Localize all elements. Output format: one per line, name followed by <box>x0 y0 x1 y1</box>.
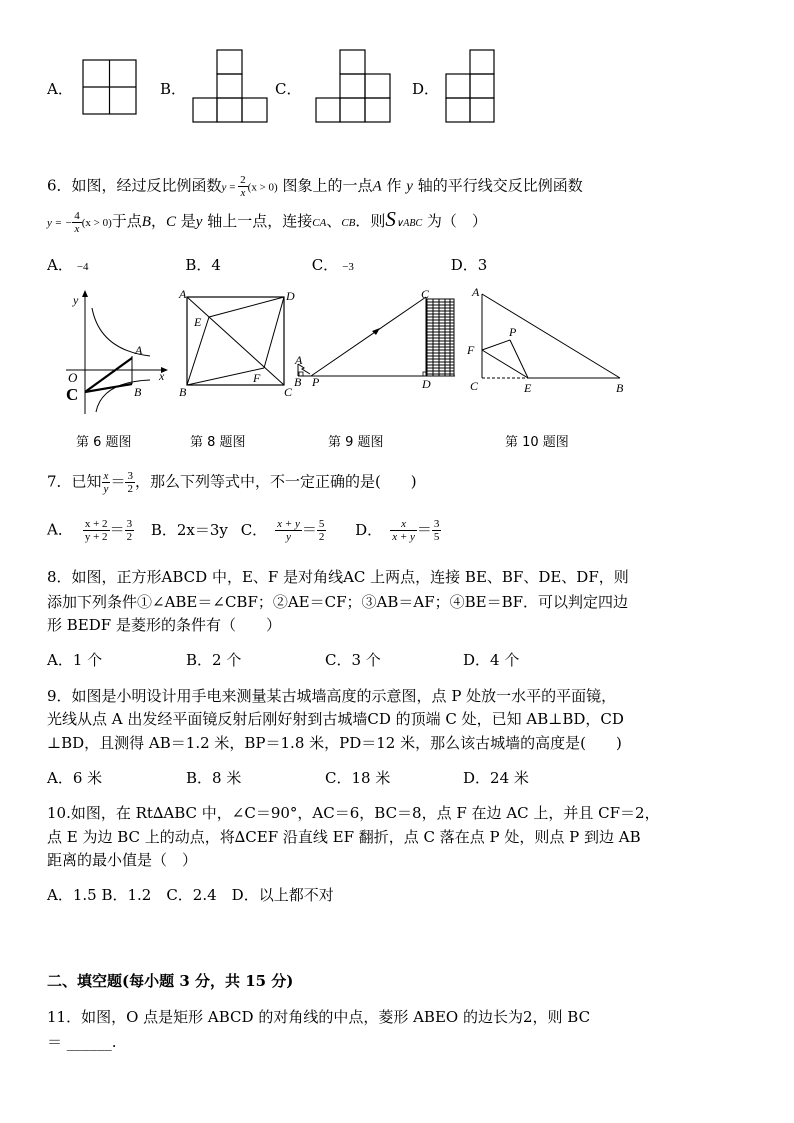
fig10-label-c: C <box>470 379 479 393</box>
q8-line1: 8．如图，正方形ABCD 中，E、F 是对角线AC 上两点，连接 BE、BF、DE、DF，则 <box>47 568 629 586</box>
q9-line1: 9．如图是小明设计用手电来测量某古城墙高度的示意图，点 P 处放一水平的平面镜， <box>47 687 617 705</box>
figure-8-caption: 第 8 题图 <box>190 435 246 450</box>
q8-option-c: C．3 个 <box>325 651 381 669</box>
q9-line3: ⊥BD，且测得 AB＝1.2 米，BP＝1.8 米，PD＝12 米，那么该古城墙的高度是( ) <box>47 734 622 752</box>
fig8-label-b: B <box>179 385 187 399</box>
q9-line2: 光线从点 A 出发经平面镜反射后刚好射到古城墙CD 的顶端 C 处，已知 AB⊥BD，CD <box>47 710 624 728</box>
q5-option-b-label: B． <box>160 80 187 98</box>
q9-option-b: B．8 米 <box>186 769 242 787</box>
fig9-label-c: C <box>421 288 430 301</box>
q6-line1: 6．如图，经过反比例函数y = $\frac{2}{x}$ (x > 0) 图象上的一点A 作 y 轴的平行线交反比例函数 <box>47 174 583 199</box>
q10-line2: 点 E 为边 BC 上的动点，将∆CEF 沿直线 EF 翻折，点 C 落在点 P 处，则点 P 到边 AB <box>47 828 641 846</box>
q9-option-c: C．18 米 <box>325 769 391 787</box>
q5-option-d-figure <box>445 48 497 124</box>
fig10-label-p: P <box>509 325 517 339</box>
q10-line1: 10.如图，在 Rt∆ABC 中，∠C＝90°，AC＝6，BC＝8，点 F 在边 AC 上，并且 CF＝2， <box>47 804 660 822</box>
q10-options: A．1.5 B．1.2 C．2.4 D．以上都不对 <box>47 886 334 904</box>
city-wall <box>427 299 454 376</box>
fig6-label-o: O <box>68 370 78 385</box>
q5-option-d-label: D． <box>412 80 440 98</box>
q8-option-a: A．1 个 <box>47 651 103 669</box>
fig10-label-f: F <box>467 343 475 357</box>
figure-6 <box>60 288 170 418</box>
q11-line2: ＝ ______. <box>47 1033 117 1051</box>
fig8-label-d: D <box>286 289 295 303</box>
fig8-label-c: C <box>284 385 293 399</box>
section-2-heading: 二、填空题(每小题 3 分，共 15 分) <box>47 972 294 990</box>
q6-options: A． −4 B．4 C． −3 D．3 <box>47 256 488 274</box>
fig9-label-p: P <box>312 375 320 389</box>
figure-9-caption: 第 9 题图 <box>328 435 384 450</box>
q8-option-d: D．4 个 <box>463 651 520 669</box>
figure-9 <box>290 288 465 400</box>
fig8-label-e: E <box>194 315 202 329</box>
fig10-label-e: E <box>524 381 532 395</box>
fig6-label-c: C <box>66 385 79 404</box>
figure-10 <box>462 282 632 402</box>
q10-line3: 距离的最小值是（ ） <box>47 851 198 869</box>
fig9-label-b: B <box>294 375 302 389</box>
q7-stem: 7．已知 $\frac{x}{y}$ ＝ $\frac{3}{2}$ ，那么下列等式中，不一定正确的是( ) <box>47 470 417 495</box>
fig6-label-a: A <box>135 343 143 357</box>
fig6-label-b: B <box>134 385 142 399</box>
fig8-label-f: F <box>253 371 261 385</box>
figure-8 <box>176 288 296 400</box>
q5-option-a-label: A． <box>47 80 73 98</box>
fig9-label-d: D <box>422 377 431 391</box>
q7-options: A． $\frac{x + 2}{y + 2}$ ＝ $\frac{3}{2}$ B．2x＝3y C． $\frac{x + y}{y}$ ＝ $\frac{5}{2}$ D． $\frac{x}{x + y}$ ＝ $\frac{3}{5}$ <box>47 518 440 543</box>
q9-option-d: D．24 米 <box>463 769 529 787</box>
figure-6-caption: 第 6 题图 <box>76 435 132 450</box>
fig9-label-a: A <box>295 353 303 367</box>
q8-option-b: B．2 个 <box>186 651 242 669</box>
fig6-label-x: x <box>159 369 165 383</box>
fig6-label-y: y <box>73 293 79 307</box>
q5-option-c-figure <box>315 48 393 124</box>
fig10-label-a: A <box>472 285 480 299</box>
q5-option-b-figure <box>192 48 272 124</box>
fig10-label-b: B <box>616 381 624 395</box>
q8-line3: 形 BEDF 是菱形的条件有（ ） <box>47 616 281 634</box>
q5-option-a-figure <box>82 58 138 116</box>
q9-option-a: A．6 米 <box>47 769 103 787</box>
q8-line2: 添加下列条件①∠ABE＝∠CBF；②AE＝CF；③AB＝AF；④BE＝BF．可以判定四边 <box>47 593 629 611</box>
figure-10-caption: 第 10 题图 <box>505 435 569 450</box>
q5-option-c-label: C． <box>275 80 302 98</box>
q11-line1: 11．如图，O 点是矩形 ABCD 的对角线的中点，菱形 ABEO 的边长为2，则 BC <box>47 1008 591 1026</box>
q6-line2: y = − $\frac{4}{x}$ (x > 0)于点B，C 是y 轴上一点，连接CA、CB．则S∨ABC 为（ ） <box>47 207 487 235</box>
fig8-label-a: A <box>179 288 187 301</box>
